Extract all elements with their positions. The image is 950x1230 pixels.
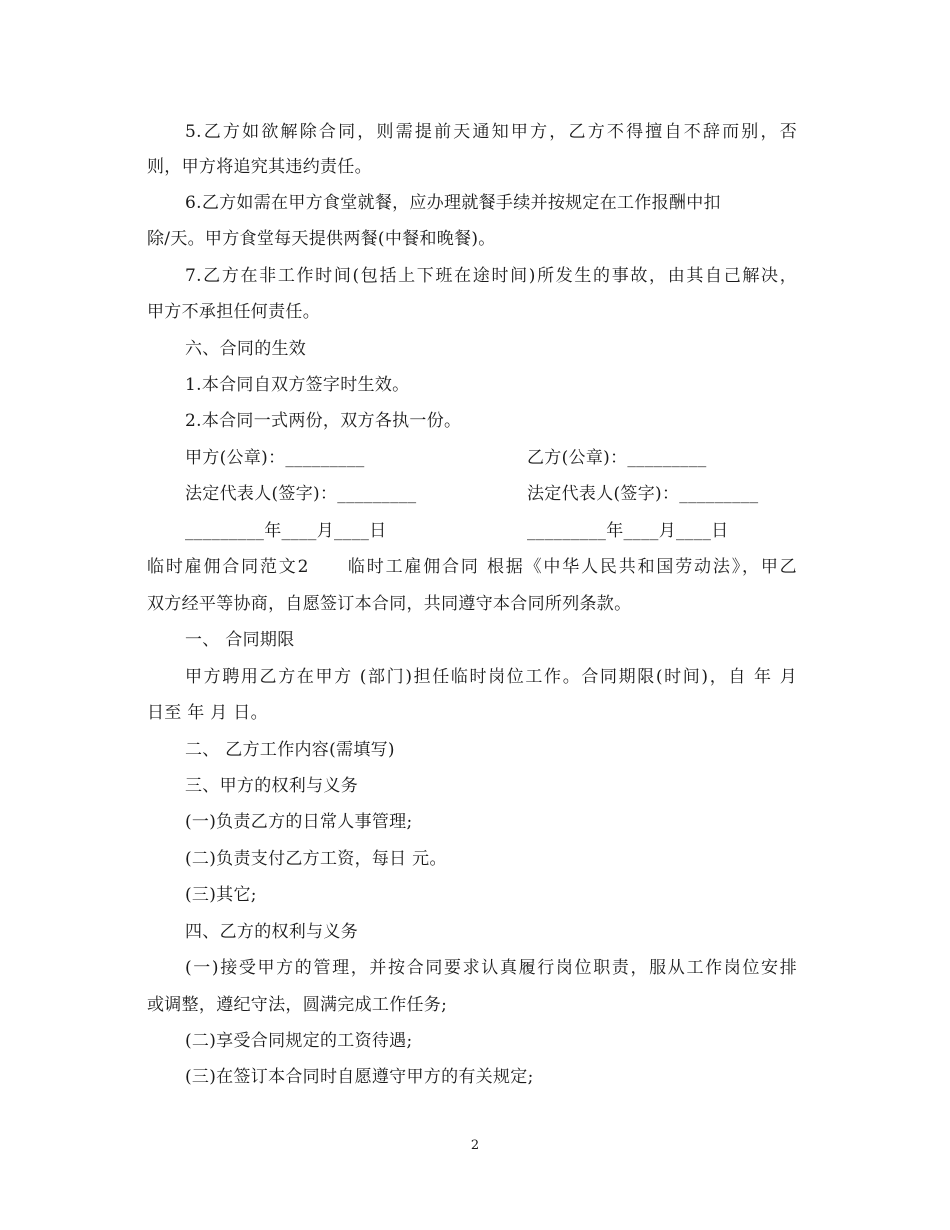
page-number: 2 <box>470 1138 480 1153</box>
party-b-duty-3: (三)在签订本合同时自愿遵守甲方的有关规定; <box>185 1067 534 1087</box>
party-b-date-field: _________年____月____日 <box>527 521 729 541</box>
clause-7-line-1: 7.乙方在非工作时间(包括上下班在途时间)所发生的事故，由其自己解决， <box>185 266 797 286</box>
clause-5-line-2: 则，甲方将追究其违约责任。 <box>147 157 372 177</box>
party-b-duty-1-line-2: 或调整，遵纪守法，圆满完成工作任务; <box>147 995 448 1015</box>
clause-5-line-1: 5.乙方如欲解除合同，则需提前天通知甲方，乙方不得擅自不辞而别，否 <box>185 122 797 142</box>
party-a-duty-2: (二)负责支付乙方工资，每日 元。 <box>185 849 447 869</box>
clause-7-line-2: 甲方不承担任何责任。 <box>147 302 320 322</box>
party-a-representative-field: 法定代表人(签字)：_________ <box>185 484 417 504</box>
party-a-date-field: _________年____月____日 <box>185 521 387 541</box>
effect-clause-2: 2.本合同一式两份，双方各执一份。 <box>185 411 462 431</box>
section-1-heading: 一、 合同期限 <box>185 630 295 650</box>
party-a-seal-field: 甲方(公章)：_________ <box>185 448 365 468</box>
party-a-duty-3: (三)其它; <box>185 885 257 905</box>
clause-6-line-2: 除/天。甲方食堂每天提供两餐(中餐和晚餐)。 <box>147 229 496 249</box>
section-4-heading: 四、乙方的权利与义务 <box>185 922 358 942</box>
clause-6-line-1: 6.乙方如需在甲方食堂就餐，应办理就餐手续并按规定在工作报酬中扣 <box>185 193 721 213</box>
section-3-heading: 三、甲方的权利与义务 <box>185 776 358 796</box>
party-b-representative-field: 法定代表人(签字)：_________ <box>527 484 759 504</box>
term-line-2: 日至 年 月 日。 <box>147 703 268 723</box>
term-line-1: 甲方聘用乙方在甲方 (部门)担任临时岗位工作。合同期限(时间)，自 年 月 <box>185 667 797 687</box>
contract-2-intro-line-1: 临时雇佣合同范文2 临时工雇佣合同 根据《中华人民共和国劳动法》，甲乙 <box>147 557 797 577</box>
party-b-duty-2: (二)享受合同规定的工资待遇; <box>185 1031 413 1051</box>
section-6-heading: 六、合同的生效 <box>185 339 307 359</box>
party-a-duty-1: (一)负责乙方的日常人事管理; <box>185 812 413 832</box>
party-b-duty-1-line-1: (一)接受甲方的管理，并按合同要求认真履行岗位职责，服从工作岗位安排 <box>185 958 797 978</box>
section-2-heading: 二、 乙方工作内容(需填写) <box>185 740 395 760</box>
effect-clause-1: 1.本合同自双方签字时生效。 <box>185 375 410 395</box>
contract-2-intro-line-2: 双方经平等协商，自愿签订本合同，共同遵守本合同所列条款。 <box>147 594 632 614</box>
party-b-seal-field: 乙方(公章)：_________ <box>527 448 707 468</box>
